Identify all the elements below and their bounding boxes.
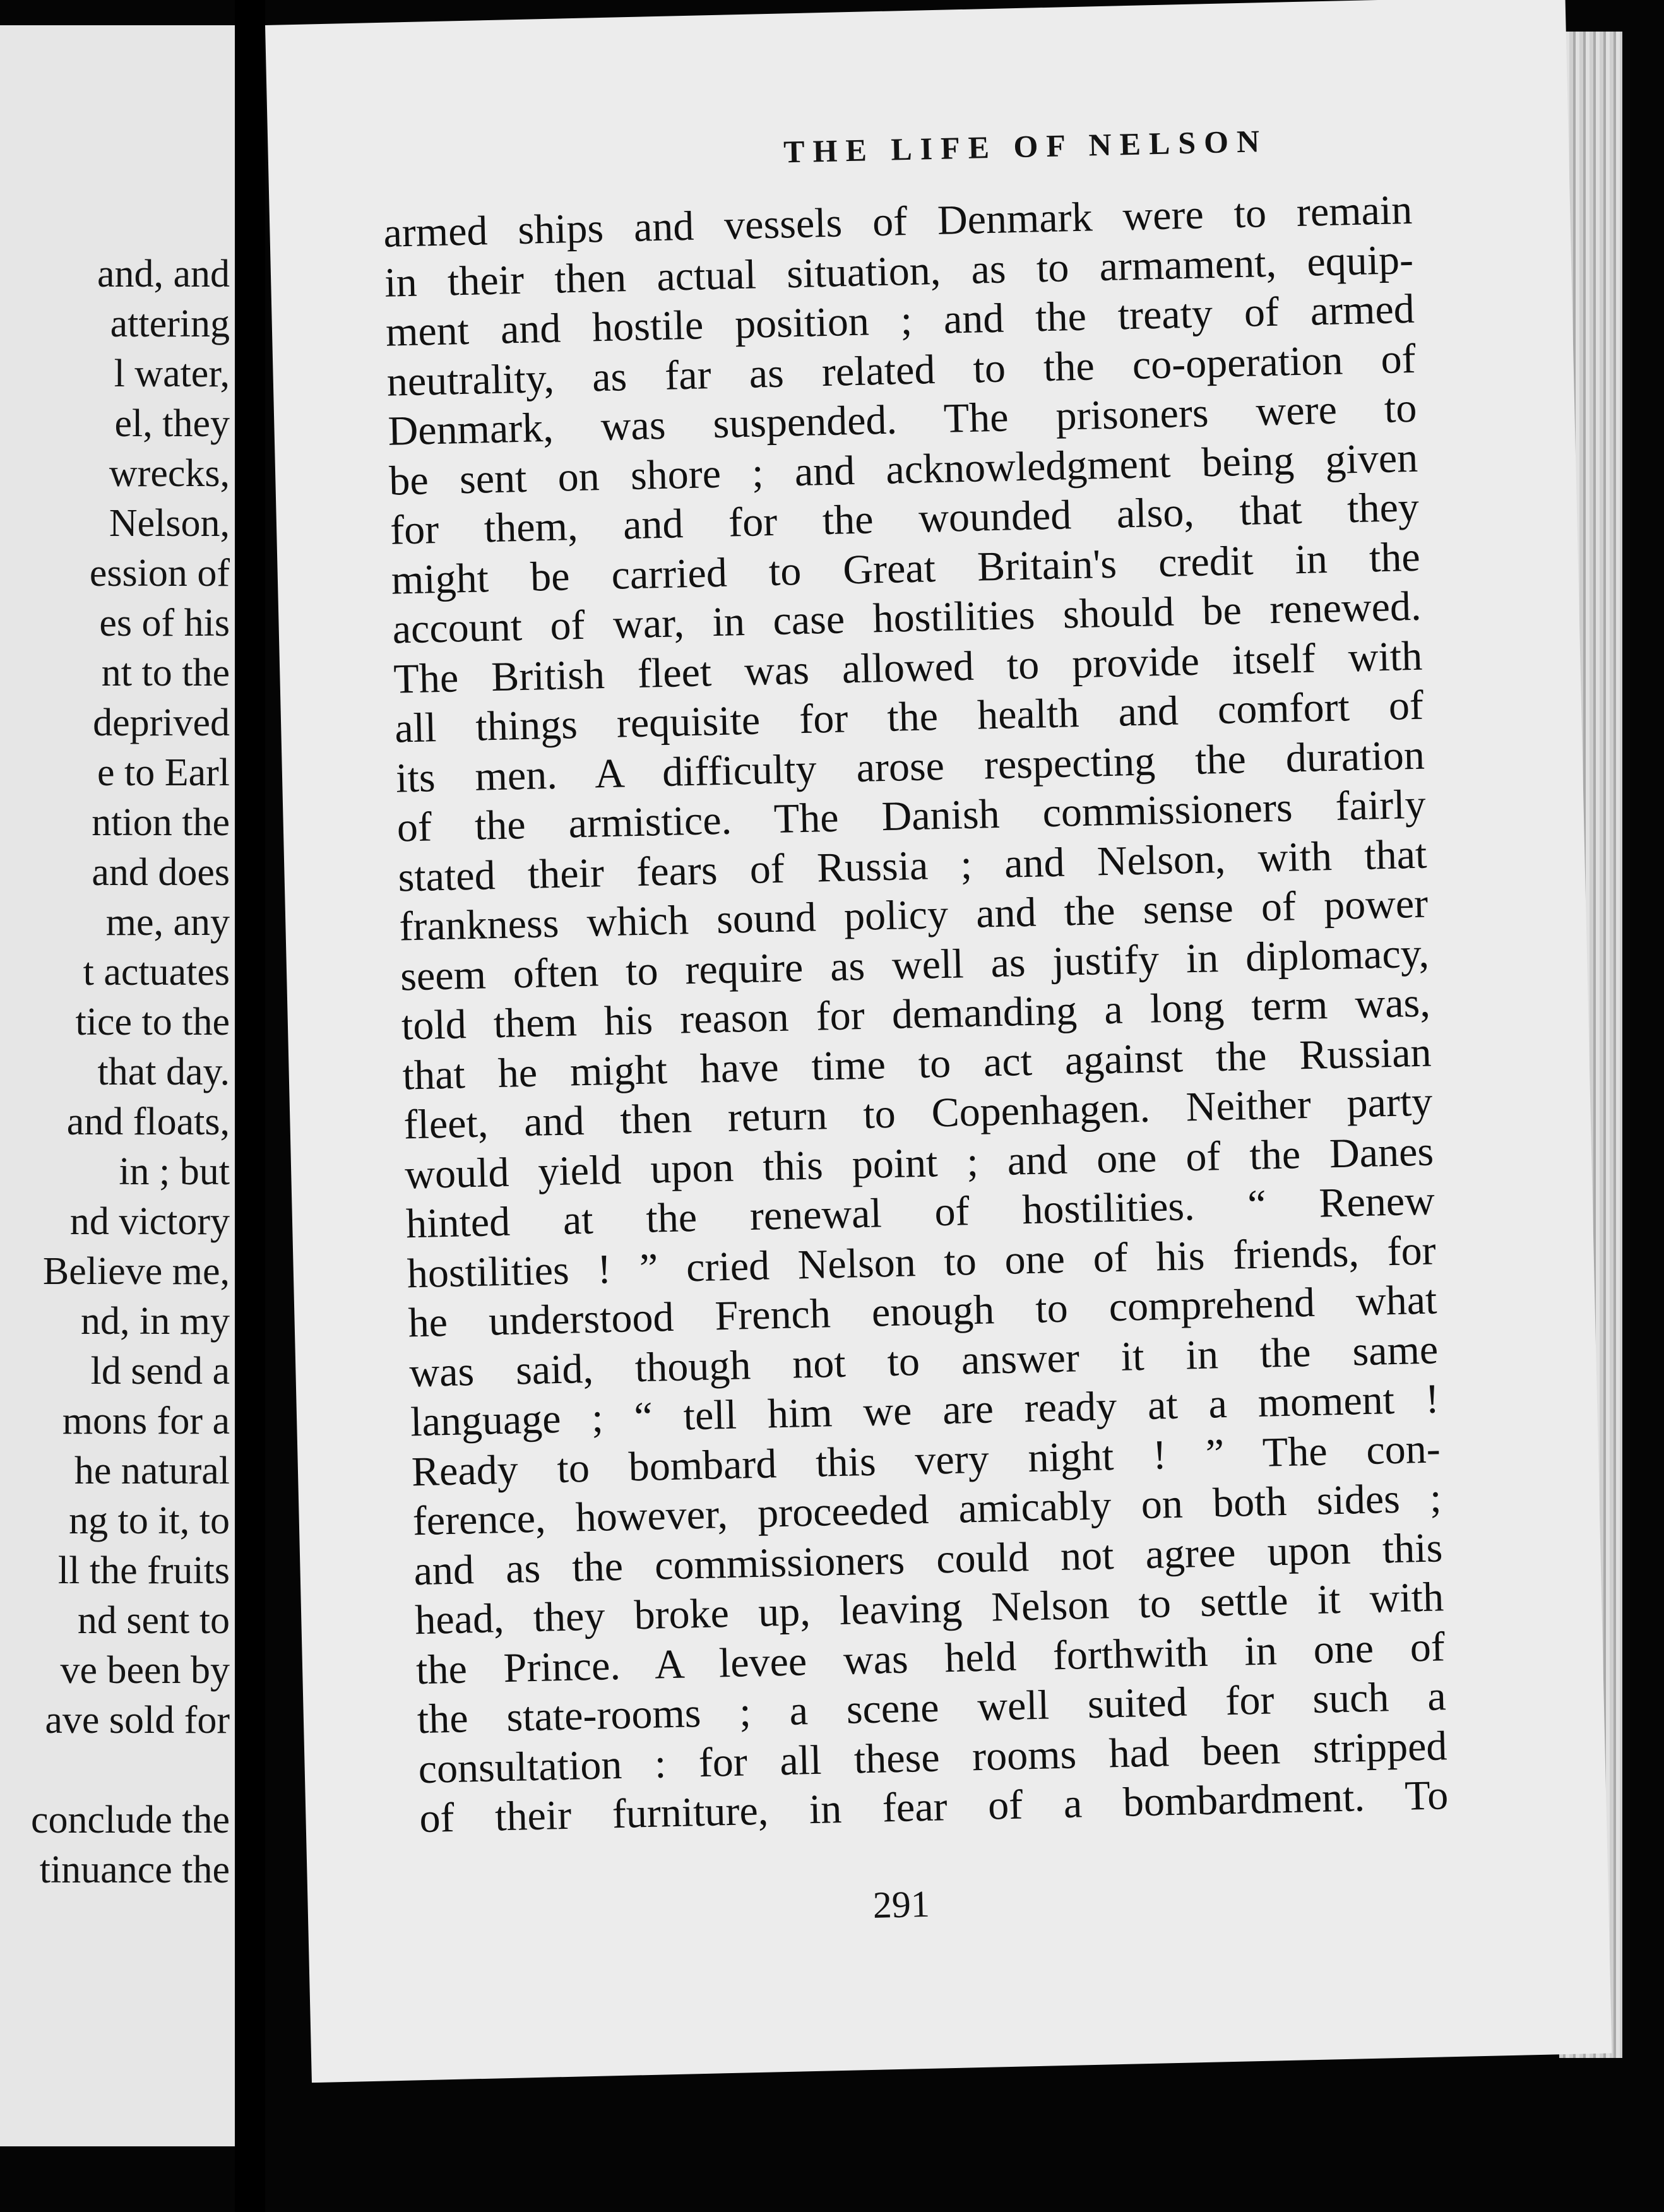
paragraph-gap (31, 1745, 230, 1795)
left-line: l water, (114, 352, 230, 395)
left-line: he natural (74, 1449, 230, 1492)
text-line: armed ships and vessels of Denmark were to remain (383, 186, 1413, 256)
left-line: ld send a (90, 1350, 230, 1393)
left-line: and does (92, 851, 230, 894)
text-line: would yield upon this point ; and one of the Danes (404, 1127, 1434, 1198)
text-line: head, they broke up, leaving Nelson to settle it with (414, 1574, 1444, 1644)
text-line: consultation : for all these rooms had been stripped (417, 1722, 1448, 1792)
text-line: might be carried to Great Britain's credit in the (391, 533, 1421, 604)
text-line: and as the commissioners could not agree upon this (413, 1524, 1444, 1594)
text-line: account of war, in case hostilities should be renewed. (391, 583, 1422, 653)
text-line: seem often to require as well as justify in diplomacy, (400, 930, 1430, 1000)
book-gutter (235, 0, 265, 2212)
text-line: the Prince. A levee was held forthwith in one of (415, 1623, 1446, 1693)
left-line: Believe me, (42, 1250, 230, 1293)
text-line: The British fleet was allowed to provide itself with (393, 633, 1423, 703)
right-page (265, 0, 1612, 2083)
text-line: of their furniture, in fear of a bombardment. To (419, 1772, 1449, 1842)
text-line: in their then actual situation, as to armament, equip- (384, 236, 1414, 306)
left-line: ession of (89, 552, 230, 595)
text-line: Denmark, was suspended. The prisoners were to (387, 384, 1418, 455)
left-line: nt to the (101, 651, 230, 694)
left-line: Nelson, (109, 502, 230, 545)
left-line: in ; but (119, 1150, 230, 1193)
left-line: ll the fruits (57, 1549, 230, 1592)
text-line: Ready to bombard this very night ! ” The con- (411, 1425, 1441, 1495)
left-page-text (31, 249, 230, 1895)
text-line: fleet, and then return to Copenhagen. Neither party (403, 1078, 1433, 1148)
left-line: t actuates (83, 951, 230, 994)
text-line: neutrality, as far as related to the co-operation of (386, 335, 1417, 405)
left-line: ve been by (60, 1649, 230, 1692)
left-line: es of his (99, 602, 230, 645)
left-line: nd, in my (81, 1300, 230, 1343)
left-line: wrecks, (109, 452, 230, 495)
text-line: frankness which sound policy and the sense of power (398, 880, 1429, 950)
text-line: its men. A difficulty arose respecting the duration (395, 732, 1425, 802)
text-line: ference, however, proceeded amicably on both sides ; (412, 1475, 1442, 1545)
left-line: nd victory (69, 1200, 230, 1243)
left-line: e to Earl (97, 751, 230, 794)
left-line: el, they (114, 402, 230, 445)
running-head: THE LIFE OF NELSON (783, 123, 1268, 170)
text-line: was said, though not to answer it in the same (408, 1326, 1439, 1396)
left-line: ave sold for (45, 1699, 230, 1742)
left-line: attering (110, 302, 230, 345)
left-line: conclude the (30, 1799, 230, 1841)
text-line: that he might have time to act against the Russian (401, 1029, 1432, 1098)
text-line: the state-rooms ; a scene well suited for such a (417, 1673, 1447, 1743)
left-line: tinuance the (39, 1848, 230, 1891)
left-line: and, and (97, 253, 230, 295)
text-line: ment and hostile position ; and the treaty of armed (385, 285, 1415, 355)
left-line: deprived (93, 701, 230, 744)
left-line: and floats, (66, 1100, 230, 1143)
text-line: he understood French enough to comprehend what (407, 1276, 1438, 1347)
text-line: hinted at the renewal of hostilities. “ Renew (405, 1177, 1435, 1247)
left-line: ntion the (92, 801, 230, 844)
left-line: mons for a (62, 1400, 230, 1442)
page-number: 291 (872, 1882, 930, 1926)
text-line: language ; “ tell him we are ready at a moment ! (410, 1376, 1440, 1446)
text-line: stated their fears of Russia ; and Nelson, with that (397, 831, 1428, 901)
left-line: nd sent to (77, 1599, 230, 1642)
left-page (0, 25, 241, 2146)
text-line: of the armistice. The Danish commissioners fairly (396, 781, 1427, 851)
text-line: be sent on shore ; and acknowledgment being given (388, 434, 1418, 504)
left-line: tice to the (75, 1001, 230, 1044)
text-line: hostilities ! ” cried Nelson to one of his friends, for (407, 1227, 1437, 1297)
left-line: me, any (105, 901, 230, 944)
text-line: all things requisite for the health and comfort of (394, 682, 1424, 752)
text-line: told them his reason for demanding a long term was, (401, 979, 1431, 1049)
left-line: that day. (97, 1050, 230, 1093)
left-line: ng to it, to (69, 1499, 230, 1542)
body-text (383, 186, 1449, 1844)
text-line: for them, and for the wounded also, that they (389, 484, 1420, 554)
